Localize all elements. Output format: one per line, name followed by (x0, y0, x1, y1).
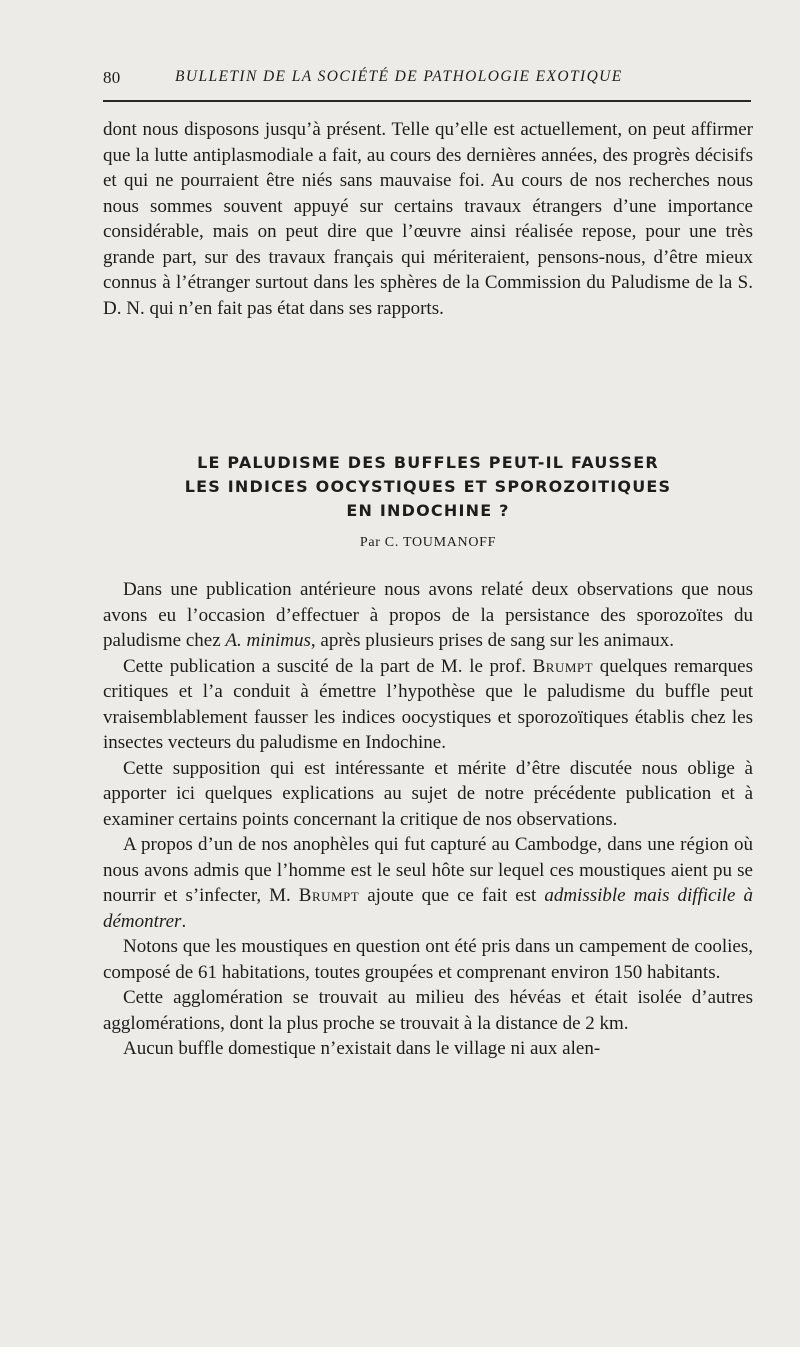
paragraph-text: , après plusieurs prises de sang sur les animaux. (310, 630, 674, 651)
article-byline: Par C. TOUMANOFF (359, 535, 497, 550)
header-rule (103, 100, 751, 102)
paragraph-text: Dans une publication antérieure nous avons relaté deux observations que nous avons eu l’occasion d’effectuer à propos de la persistance des sporozoïtes du paludisme chez (103, 579, 753, 651)
article-title-line-1: LE PALUDISME DES BUFFLES PEUT-IL FAUSSER (197, 453, 659, 472)
article-title-line-2: LES INDICES OOCYSTIQUES ET SPOROZOITIQUES (184, 477, 672, 496)
species-name: A. minimus (225, 630, 311, 651)
quoted-phrase: admissible mais difficile à démontrer (103, 885, 753, 932)
article-paragraph: Notons que les moustiques en question ont été pris dans un campement de coolies, composé de 61 habitations, toutes groupées et comprenant environ 150 habitants. (103, 936, 753, 983)
paragraph-text: A propos d’un de nos anophèles qui fut capturé au Cambodge, dans une région où nous avons admis que l’homme est le seul hôte sur lequel ces moustiques aient pu se nourrir et s’infecter, M. (103, 834, 753, 906)
article-body (103, 577, 753, 1062)
page-number: 80 (103, 68, 121, 87)
article-paragraph: Cette supposition qui est intéressante et mérite d’être discutée nous oblige à apporter ici quelques explications au sujet de notre précédente publication et à examiner certains points concernant la critique de nos observations. (103, 757, 753, 830)
article-paragraph: Cette agglomération se trouvait au milieu des hévéas et était isolée d’autres agglomérations, dont la plus proche se trouvait à la distance de 2 km. (103, 987, 753, 1034)
article-paragraph: Aucun buffle domestique n’existait dans le village ni aux alen- (123, 1038, 601, 1059)
paragraph-text: ajoute que ce fait est (359, 885, 545, 906)
article-paragraph (103, 577, 753, 654)
paragraph-text: quelques remarques critiques et l’a conduit à émettre l’hypothèse que le paludisme du buffle peut vraisemblablement fausser les indices oocystiques et sporozoïtiques établis chez les insectes vecteurs du paludisme en Indochine. (103, 655, 753, 753)
article-title-line-3: EN INDOCHINE ? (346, 501, 510, 520)
author-name: Brumpt (532, 655, 594, 677)
article-paragraph (103, 832, 753, 934)
article-title (103, 451, 753, 523)
paragraph-text: . (181, 910, 187, 932)
paragraph-text: Cette publication a suscité de la part de M. le prof. (123, 655, 533, 677)
article-paragraph (103, 654, 753, 756)
running-title: BULLETIN DE LA SOCIÉTÉ DE PATHOLOGIE EXOTIQUE (175, 68, 623, 85)
intro-paragraph: dont nous disposons jusqu’à présent. Telle qu’elle est actuellement, on peut affirmer que la lutte antiplasmodiale a fait, au cours des dernières années, des progrès décisifs et qui ne pourraient être niés sans mauvaise foi. Au cours de nos recherches nous nous sommes souvent appuyé sur certains travaux étrangers d’une importance considérable, mais on peut dire que l’œuvre ainsi réalisée repose, pour une très grande part, sur des travaux français qui mériteraient, pensons-nous, d’être mieux connus à l’étranger surtout dans les sphères de la Commission du Paludisme de la S. D. N. qui n’en fait pas état dans ses rapports. (103, 119, 753, 319)
page-header (103, 68, 751, 94)
author-name: Brumpt (298, 885, 360, 906)
